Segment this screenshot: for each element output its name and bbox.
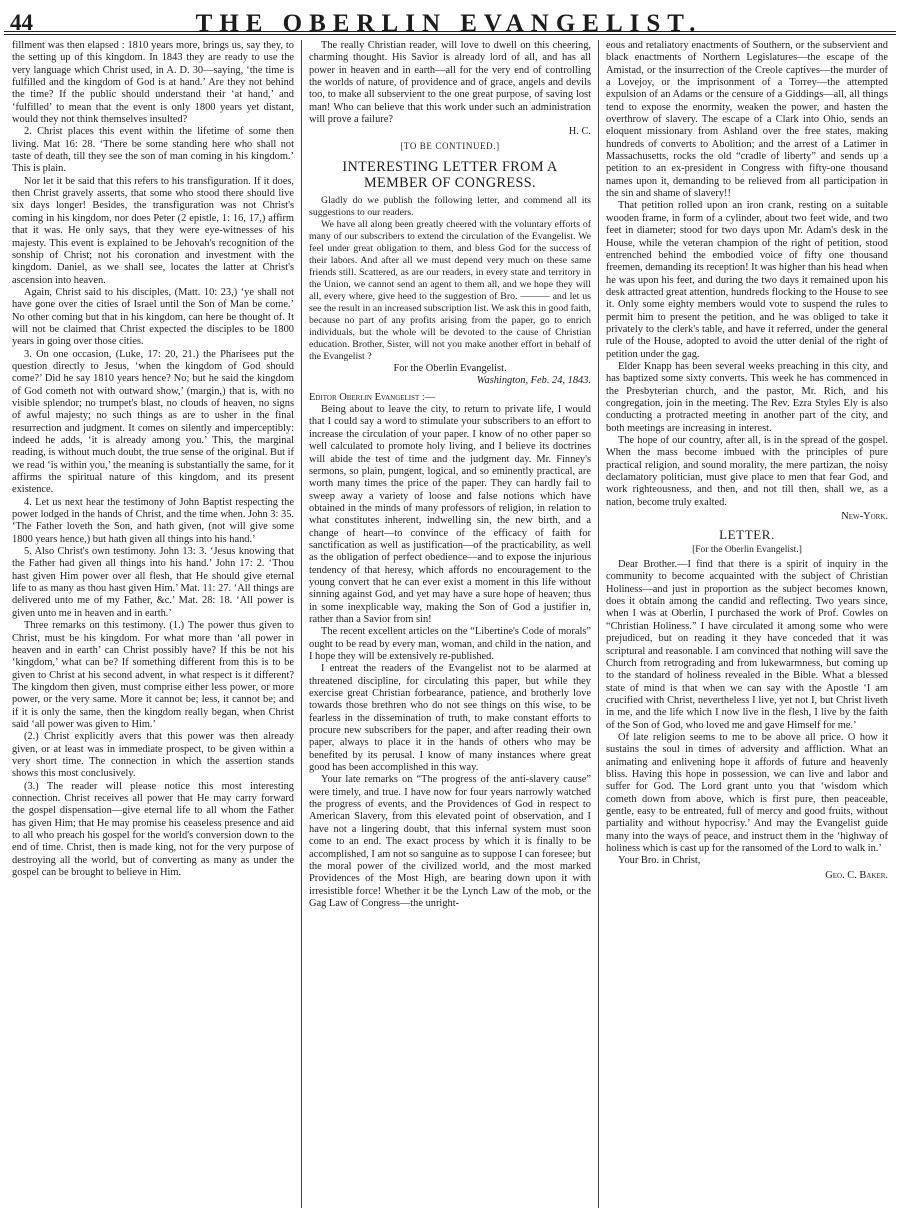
letter-paragraph: Elder Knapp has been several weeks preaching in this city, and has baptized some sixty converts. This week he has commenced in the Presbyterian church, and the pastor, Mr. Rich, and his congregation, join in the meeting. The Rev. Ezra Styles Ely is also conducting a protracted meeting in another part of the city, and both meetings are increasing in interest. [606, 360, 888, 434]
article-paragraph: 4. Let us next hear the testimony of John Baptist respecting the power lodged in the hands of Christ, and the time when. John 3: 35. ‘The Father loveth the Son, and hath given, (not will give some 1800 years hence,) but hath given all things into his hand.’ [12, 496, 294, 545]
article-paragraph: (2.) Christ explicitly avers that this power was then already given, or at least was in immediate prospect, to be given within a very short time. The connection in which the assertion stands shows this most conclusively. [12, 731, 294, 780]
letter-paragraph: That petition rolled upon an iron crank, resting on a suitable wooden frame, in form of a cylinder, about two feet wide, and two feet in diameter; stood for two days upon Mr. Adam's desk in the House, while the veteran champion of the right of petition, stood entrenched behind the embodied voice of fifty one thousand freemen, demanding its reception! It was higher than his head when he was upon his feet, and during the two days it remained upon his desk attracted great attention, hundreds flocking to the House to see it. Only some eighty members would vote to suspend the rules to permit him to present the petition, and he was obliged to take it privately to the clerk's table, and have it referred, under the general rule of the House, adopted to avoid the utter denial of the right of petition under the gag. [606, 200, 888, 360]
article-signature: H. C. [568, 126, 591, 138]
article-paragraph: 3. On one occasion, (Luke, 17: 20, 21.) the Pharisees put the question directly to Jesus, ‘when the kingdom of God should come?’ Did he say 1810 years hence? No; but he said the kingdom of God cometh not with outward show,’ (margin,) that is, with no visible splendor; no trumpet's blast, no clouds of heaven, no signs of awful majesty; no such things as are to usher in the final resurrection and judgment. It comes on silently and imperceptibly: indeed he adds, ‘it is already among you.’ This, the marginal reading, is without much doubt, the true sense of the original. But if we read ‘is within you,’ the meaning is substantially the same, for it affirms the spiritual nature of this kingdom, and its present existence. [12, 348, 294, 496]
letter-subtitle: [For the Oberlin Evangelist.] [692, 544, 802, 555]
page-number: 44 [10, 10, 33, 35]
letter-paragraph: Of late religion seems to me to be above all price. O how it sustains the soul in times of adversity and affliction. What an animating and enlivening hope it affords of future and heavenly bliss. Having this hope in possession, we can live and labor and suffer for God. The Lord grant unto you that ‘wisdom which cometh down from above, which is first pure, then peaceable, gentle, easy to be entreated, full of mercy and good fruits, without partiality and without hypocrisy.’ And may the Evangelist guide many into the ways of peace, and instruct them in the ‘highway of holiness which is cast up for the ransomed of the Lord to walk in.’ [606, 731, 888, 854]
article-paragraph: 5. Also Christ's own testimony. John 13: 3. ‘Jesus knowing that the Father had given all things into his hand.’ John 17: 2. ‘Thou hast given Him power over all flesh, that He should give eternal life to as many as thou hast given Him.’ Mat. 11: 27. ‘All things are delivered unto me of my Father, &c.’ Mat. 28: 18. ‘All power is given unto me in heaven and in earth.’ [12, 546, 294, 619]
continued-notice: [TO BE CONTINUED.] [400, 140, 500, 151]
masthead-rule [4, 31, 896, 32]
letter-signature: New-York. [841, 511, 888, 523]
dateline: Washington, Feb. 24, 1843. [476, 375, 591, 387]
letter-paragraph: eous and retaliatory enactments of Southern, or the subservient and black enactments of Northern Legislatures—the escape of the Amistad, or the insurrection of the Creole captives—the murder of a Lovejoy, or the imprisonment of a Torrey—the attempted expulsion of an Adams or the censure of a Giddings—all, all things tend to expose the enormity, weaken the power, and hasten the overthrow of slavery. The escape of a Clark into Ohio, sends an eloquent missionary from Ashland over the free states, making hundreds of converts to Abolition; and the arrest of a Latimer in Massachusetts, rocks the old “cradle of liberty” and sends up a petition to an ex-president in Congress with fifty-one thousand names upon it, demanding to be relieved from all participation in the sin and shame of slavery!! [606, 40, 888, 200]
letter-paragraph: The hope of our country, after all, is in the spread of the gospel. When the mass become imbued with the principles of pure practical religion, and sound morality, the mere partizan, the noisy declamatory politician, must give place to men that fear God, and work righteousness, and then, and not till then, shall we, as a nation, become truly exalted. [606, 435, 888, 508]
editor-intro: We have all along been greatly cheered with the voluntary efforts of many of our subscribers to extend the circulation of the Evangelist. We feel under great obligation to them, and bless God for the success of their labors. And after all we must depend very much on these same friends still. Scattered, as are our readers, in every state and territory in the Union, we cannot send an agent to them all, and we hope they will all, every where, give heed to the suggestion of Bro. ——— and let us see the result in an increased subscription list. We ask this in good faith, because no part of any profits arising from the paper, go to enrich individuals, but the whole will be devoted to the cause of Christian education. Brother, Sister, will not you make another effort in behalf of the Evangelist ? [309, 219, 591, 363]
article-paragraph: The really Christian reader, will love to dwell on this cheering, charming thought. His Savior is already lord of all, and has all power in heaven and in earth—all for the very end of controlling the worlds of nature, of providence and of grace, angels and devils too, to make all subservient to the one great purpose, of saving lost man! Who can believe that this work under such an administration will prove a failure? [309, 40, 591, 126]
letter-paragraph: Dear Brother.—I find that there is a spirit of inquiry in the community to become acquainted with the subject of Christian Holiness—and just in proportion as the subject becomes known, does it obtain among the candid and reflecting. Two years since, when I was at Oberlin, I purchased the work of Prof. Cowles on “Christian Holiness.” I have circulated it among some who were prejudiced, but on reading it they have conceded that it was scriptural and reasonable. I am convinced that nothing will save the Church from retrograding and from lukewarmness, but coming up to the standard of holiness revealed in the Bible. What a blessed state of mind is that when we can say with the Apostle ‘I am crucified with Christ, nevertheless I live, yet not I, but Christ liveth in me, and the life which I now live in the flesh, I live by the faith of the Son of God, who loved me and gave Himself for me.’ [606, 559, 888, 731]
letter-paragraph: Your late remarks on “The progress of the anti-slavery cause” were timely, and true. I have now for four years narrowly watched the progress of events, and the Providences of God in respect to American Slavery, from this elevated point of observation, and I have not a lingering doubt, that this infernal system must soon come to an end. The exact process by which it is finally to be accomplished, I am not so sanguine as to suppose I can foresee; but the moral power of the civilized world, and the most marked Providences of the Most High, are bearing down upon it with irresistible force! Whether it be the Lynch Law of the mob, or the Gag Law of Congress—the unright- [309, 774, 591, 909]
column-2 [309, 40, 591, 1208]
column-divider [301, 40, 302, 1208]
salutation: Editor Oberlin Evangelist :— [309, 391, 436, 403]
column-1 [12, 40, 294, 1208]
closing-signature: Geo. C. Baker. [825, 869, 888, 881]
for-line: For the Oberlin Evangelist. [393, 363, 507, 375]
column-3 [606, 40, 888, 1208]
article-paragraph: Again, Christ said to his disciples, (Matt. 10: 23,) ‘ye shall not have gone over the cities of Israel until the Son of Man be come.’ No other coming but that in his kingdom, can here be thought of. It will not be claimed that Christ expected the disciples to be 1800 years in going over those cities. [12, 286, 294, 348]
letter-paragraph: I entreat the readers of the Evangelist not to be alarmed at threatened discipline, for circulating this paper, but while they exercise great Christian forbearance, patience, and brotherly love towards those brethren who do not see things on this wise, to be fearless in the dissemination of truth, to make constant efforts to procure new subscribers for the paper, and after reading their own paper, always to place it in the hands of others who may be benefited by its perusal. I know of many instances where great good has been accomplished in this way. [309, 663, 591, 774]
columns [12, 40, 888, 1208]
article-paragraph: fillment was then elapsed : 1810 years more, brings us, say they, to the setting up of this kingdom. In 1843 they are ready to use the very language which Christ used, in A. D. 30—saying, ‘the time is fulfilled and the kingdom of God is at hand.’ Are they not behind the time? If the public should understand their ‘at hand,’ and ‘fulfilled’ to mean that the event is only 1800 years yet distant, would they not think themselves insulted? [12, 40, 294, 126]
letter-headline: INTERESTING LETTER FROM A MEMBER OF CONGRESS. [342, 159, 558, 191]
article-paragraph: 2. Christ places this event within the lifetime of some then living. Mat 16: 28. ‘There be some standing here who shall not taste of death, till they see the son of man coming in his kingdom.’ This is plain. [12, 126, 294, 175]
closing-line: Your Bro. in Christ, [618, 855, 701, 867]
article-paragraph: (3.) The reader will please notice this most interesting connection. Christ receives all power that He may carry forward the gospel dispensation—give eternal life to all whom the Father has given Him; that He may promise his ceaseless presence and aid to all who preach his gospel for the world's conversion down to the end of time. Christ, then is made king, not for the very purpose of destroying all the world, but of converting as many as under the gospel can be brought to believe in Him. [12, 780, 294, 879]
article-paragraph: Three remarks on this testimony. (1.) The power thus given to Christ, must be his kingdom. For what more than ‘all power in heaven and in earth’ can Christ possibly have? If this be not his ‘kingdom,’ what can be? If something different from this is to be given to Christ at his second advent, in what respect is it different? The kingdom then given, must comprise either less power, or more power, or the very same. More it cannot be; less, it cannot be; and if it is only the same, then the kingdom really began, when Christ said ‘all power was given to Him.’ [12, 620, 294, 730]
letter-title: LETTER. [719, 527, 775, 543]
newspaper-title: THE OBERLIN EVANGELIST. [195, 10, 703, 37]
article-paragraph: Nor let it be said that this refers to his transfiguration. If it does, then Christ gravely asserts, that some who stood there should live six days longer! Besides, the transfiguration was not Christ's coming in his kingdom, nor does Peter (2 epistle, 1: 16, 17,) affirm that it was. He only says, that they were eye-witnesses of his majesty. This event is explained to be Jehovah's recognition of the sonship of Christ; not his coronation and investment with the kingdom. Daniel, as we shall see, locates the latter at Christ's ascension into heaven. [12, 175, 294, 286]
masthead-rule-thin [4, 34, 896, 35]
letter-paragraph: Being about to leave the city, to return to private life, I would that I could say a word to stimulate your subscribers to an effort to increase the circulation of your paper. I know of no other paper so well calculated to promote holy living, and I believe its doctrines will abide the test of time and the judgment day. Mr. Finney's sermons, so plain, pungent, logical, and so eminently practical, are worth many times the price of the paper. They can hardly fail to sweep away a variety of loose and false notions which have obtained in the minds of many professors of religion, in relation to what constitutes inherent, indwelling sin, the new birth, and a change of heart—to convince of the efficacy of faith for sanctification as well as justification—of the practicability, as well as the obligation of perfect obedience—and to expose the injurious tendency of that heresy, which affords no encouragement to the young convert that he can ever exist a moment in this life without sinning against God, and yet may have a sure hope of heaven; thus in some inexplicable way, making the Son of God a justifier in, rather than a Savior from sin! [309, 404, 591, 625]
letter-paragraph: The recent excellent articles on the “Libertine's Code of morals” ought to be read by every man, woman, and child in the nation, and I hope they will be extensively re-published. [309, 626, 591, 662]
column-divider [598, 40, 599, 1208]
editor-intro: Gladly do we publish the following letter, and commend all its suggestions to our readers. [309, 195, 591, 219]
